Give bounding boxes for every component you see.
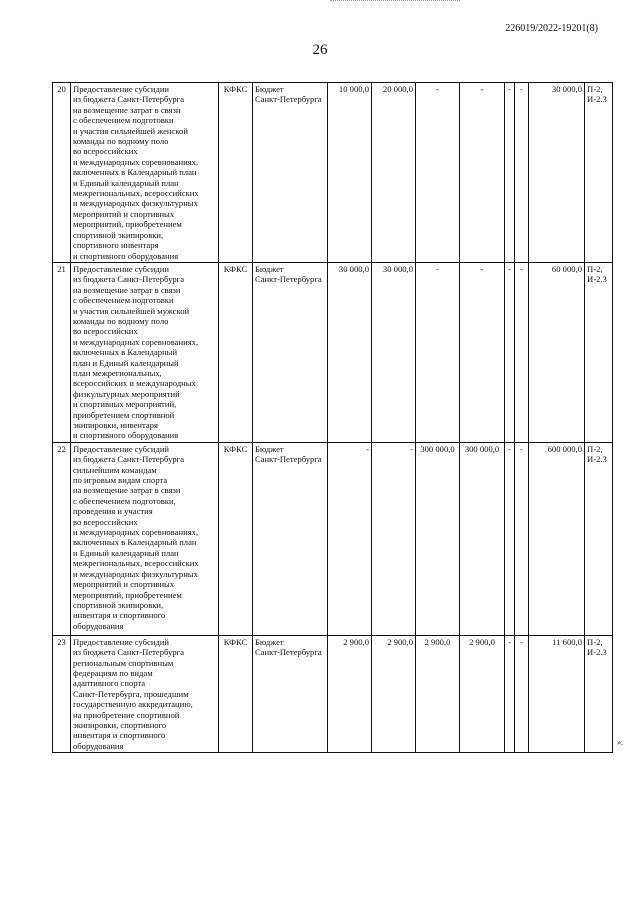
description-line: Предоставление субсидий bbox=[73, 443, 170, 454]
description-line: включенных в Календарный план bbox=[73, 167, 197, 178]
funding-source bbox=[253, 83, 328, 263]
scan-artifact-line bbox=[330, 0, 460, 4]
value-year-6: - bbox=[515, 83, 529, 263]
indicator-codes bbox=[585, 83, 613, 263]
description-line: инвентаря и спортивного bbox=[73, 610, 166, 621]
description-line: федерациям по видам bbox=[73, 668, 153, 679]
code-line: П-2, bbox=[587, 636, 603, 647]
value-year-5: - bbox=[505, 635, 515, 752]
row-number: 23 bbox=[53, 635, 71, 752]
code-line: П-2, bbox=[587, 443, 603, 454]
description-line: Предоставление субсидий bbox=[73, 636, 170, 647]
description-line: межрегиональных, всероссийских bbox=[73, 188, 199, 199]
source-line: Бюджет bbox=[255, 443, 284, 454]
funding-source bbox=[253, 635, 328, 752]
description-line: приобретением спортивной bbox=[73, 409, 175, 420]
description-line: региональным спортивным bbox=[73, 657, 174, 668]
description-line: из бюджета Санкт-Петербурга bbox=[73, 274, 185, 285]
value-year-1: 2 900,0 bbox=[328, 635, 372, 752]
closing-quote-mark: ». bbox=[617, 738, 623, 747]
description-line: и участия сильнейшей женской bbox=[73, 125, 188, 136]
page-number: 26 bbox=[312, 42, 328, 58]
description-line: с обеспечением подготовки, bbox=[73, 495, 176, 506]
description-line: с обеспечением подготовки bbox=[73, 295, 174, 306]
description-line: и международных физкультурных bbox=[73, 198, 198, 209]
source-line: Бюджет bbox=[255, 636, 284, 647]
value-year-3: 2 900,0 bbox=[416, 635, 460, 752]
table-row bbox=[53, 83, 613, 263]
description-line: на возмещение затрат в связи bbox=[73, 485, 181, 496]
executor-cell: КФКС bbox=[219, 635, 253, 752]
value-year-3: - bbox=[416, 83, 460, 263]
description-line: мероприятий, приобретением bbox=[73, 589, 182, 600]
description-line: физкультурных мероприятий bbox=[73, 388, 180, 399]
value-year-2: 20 000,0 bbox=[372, 83, 416, 263]
funding-source bbox=[253, 262, 328, 442]
value-year-1: 10 000,0 bbox=[328, 83, 372, 263]
description-line: спортивной экипировки, bbox=[73, 229, 164, 240]
description-line: мероприятий и спортивных bbox=[73, 208, 175, 219]
description-line: и Единый календарный план bbox=[73, 547, 179, 558]
description-line: на возмещение затрат в связи bbox=[73, 284, 181, 295]
code-line: П-2, bbox=[587, 84, 603, 94]
total-value: 600 000,0 bbox=[529, 442, 585, 635]
description-line: во всероссийских bbox=[73, 326, 138, 337]
description-line: государственную аккредитацию, bbox=[73, 699, 193, 710]
description-line: Санкт-Петербурга, прошедшим bbox=[73, 688, 189, 699]
description-line: из бюджета Санкт-Петербурга bbox=[73, 454, 185, 465]
value-year-2: 2 900,0 bbox=[372, 635, 416, 752]
measure-description bbox=[71, 635, 219, 752]
document-id: 226019/2022-19201(8) bbox=[505, 23, 598, 34]
description-line: и спортивных мероприятий, bbox=[73, 399, 177, 410]
description-line: Предоставление субсидии bbox=[73, 263, 170, 274]
description-line: и участия сильнейшей мужской bbox=[73, 305, 190, 316]
description-line: во всероссийских bbox=[73, 146, 138, 157]
description-line: включенных в Календарный план bbox=[73, 537, 197, 548]
source-line: Санкт-Петербурга bbox=[255, 94, 322, 105]
description-line: и международных соревнованиях, bbox=[73, 527, 199, 538]
description-line: на возмещение затрат в связи bbox=[73, 104, 181, 115]
description-line: оборудования bbox=[73, 620, 124, 631]
funding-source bbox=[253, 442, 328, 635]
value-year-6: - bbox=[515, 262, 529, 442]
measure-description bbox=[71, 262, 219, 442]
description-line: включенных в Календарный bbox=[73, 347, 178, 358]
description-line: по игровым видам спорта bbox=[73, 475, 168, 486]
value-year-2: 30 000,0 bbox=[372, 262, 416, 442]
source-line: Санкт-Петербурга bbox=[255, 274, 322, 285]
description-line: план и Единый календарный bbox=[73, 357, 179, 368]
value-year-3: 300 000,0 bbox=[416, 442, 460, 635]
description-line: сильнейшим командам bbox=[73, 464, 157, 475]
description-line: и спортивного оборудования bbox=[73, 430, 179, 441]
description-line: мероприятий и спортивных bbox=[73, 579, 175, 590]
value-year-5: - bbox=[505, 262, 515, 442]
description-line: команды по водному поло bbox=[73, 136, 169, 147]
value-year-1: 30 000,0 bbox=[328, 262, 372, 442]
value-year-2: - bbox=[372, 442, 416, 635]
indicator-codes bbox=[585, 635, 613, 752]
description-line: с обеспечением подготовки bbox=[73, 115, 174, 126]
description-line: экипировки, инвентаря bbox=[73, 420, 158, 430]
row-number: 20 bbox=[53, 83, 71, 263]
code-line: И-2.3 bbox=[587, 454, 607, 465]
description-line: и Единый календарный план bbox=[73, 177, 179, 188]
description-line: адаптивного спорта bbox=[73, 678, 146, 689]
description-line: межрегиональных, всероссийских bbox=[73, 558, 199, 569]
value-year-4: 2 900,0 bbox=[460, 635, 505, 752]
measure-description bbox=[71, 83, 219, 263]
measure-description bbox=[71, 442, 219, 635]
measures-table bbox=[52, 82, 613, 753]
description-line: во всероссийских bbox=[73, 516, 138, 527]
value-year-6: - bbox=[515, 442, 529, 635]
description-line: спортивного инвентаря bbox=[73, 240, 159, 251]
description-line: команды по водному поло bbox=[73, 315, 169, 326]
value-year-5: - bbox=[505, 442, 515, 635]
description-line: из бюджета Санкт-Петербурга bbox=[73, 94, 185, 105]
total-value: 30 000,0 bbox=[529, 83, 585, 263]
code-line: И-2.3 bbox=[587, 274, 607, 285]
value-year-4: - bbox=[460, 83, 505, 263]
value-year-6: - bbox=[515, 635, 529, 752]
executor-cell: КФКС bbox=[219, 442, 253, 635]
table-row bbox=[53, 442, 613, 635]
description-line: экипировки, спортивного bbox=[73, 720, 167, 731]
value-year-4: 300 000,0 bbox=[460, 442, 505, 635]
description-line: на приобретение спортивной bbox=[73, 709, 180, 720]
total-value: 11 600,0 bbox=[529, 635, 585, 752]
code-line: И-2.3 bbox=[587, 94, 607, 105]
source-line: Санкт-Петербурга bbox=[255, 647, 322, 658]
source-line: Бюджет bbox=[255, 84, 284, 94]
value-year-1: - bbox=[328, 442, 372, 635]
code-line: П-2, bbox=[587, 263, 603, 274]
description-line: оборудования bbox=[73, 740, 124, 751]
executor-cell: КФКС bbox=[219, 262, 253, 442]
value-year-4: - bbox=[460, 262, 505, 442]
table-row bbox=[53, 635, 613, 752]
description-line: инвентаря и спортивного bbox=[73, 730, 166, 741]
total-value: 60 000,0 bbox=[529, 262, 585, 442]
description-line: и международных соревнованиях, bbox=[73, 336, 199, 347]
code-line: И-2.3 bbox=[587, 647, 607, 658]
description-line: и спортивного оборудования bbox=[73, 250, 179, 261]
description-line: и международных физкультурных bbox=[73, 568, 198, 579]
description-line: Предоставление субсидии bbox=[73, 84, 170, 94]
source-line: Бюджет bbox=[255, 263, 284, 274]
value-year-5: - bbox=[505, 83, 515, 263]
executor-cell: КФКС bbox=[219, 83, 253, 263]
value-year-3: - bbox=[416, 262, 460, 442]
indicator-codes bbox=[585, 262, 613, 442]
row-number: 21 bbox=[53, 262, 71, 442]
indicator-codes bbox=[585, 442, 613, 635]
row-number: 22 bbox=[53, 442, 71, 635]
description-line: план межрегиональных, bbox=[73, 367, 162, 378]
description-line: проведения и участия bbox=[73, 506, 153, 517]
description-line: мероприятий, приобретением bbox=[73, 219, 182, 230]
description-line: из бюджета Санкт-Петербурга bbox=[73, 647, 185, 658]
description-line: спортивной экипировки, bbox=[73, 599, 164, 610]
source-line: Санкт-Петербурга bbox=[255, 454, 322, 465]
description-line: и международных соревнованиях, bbox=[73, 156, 199, 167]
description-line: всероссийских и международных bbox=[73, 378, 196, 389]
table-row bbox=[53, 262, 613, 442]
